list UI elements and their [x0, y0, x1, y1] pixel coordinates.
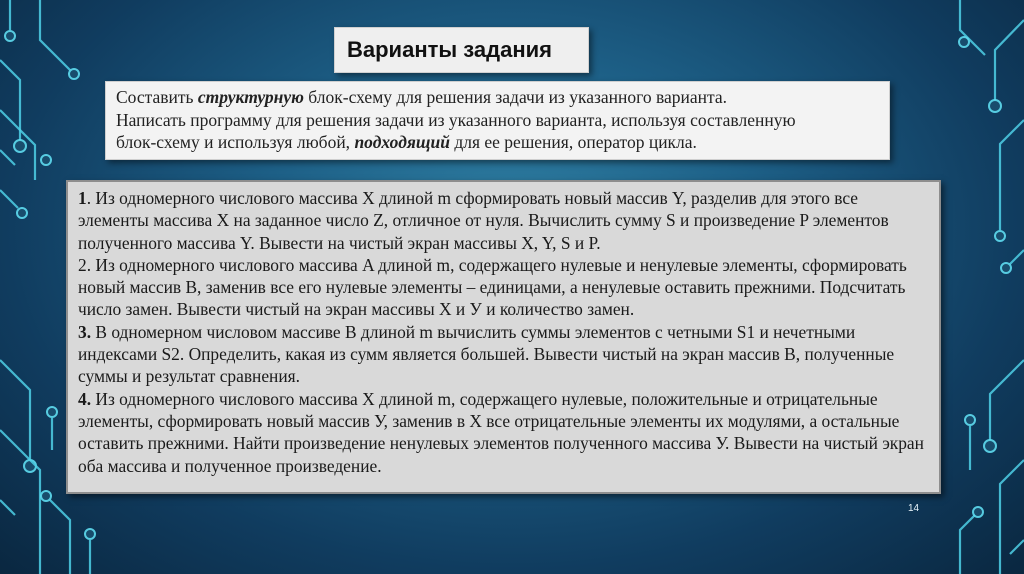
variant-item-4 — [78, 388, 929, 477]
variant-text: . Из одномерного числового массива X длиной m сформировать новый массив Y, разделив для этого все элементы массива X на заданное число Z, отличное от нуля. Вычислить сумму S и произведение P элементов полученного массива Y. Вывести на чистый экран массивы X, Y, S и P. — [78, 188, 889, 253]
variant-text: . Из одномерного числового массива A длиной m, содержащего нулевые и ненулевые элементы, сформировать новый массив B, заменив все его нулевые элементы – единицами, а ненулевые оставить прежними. Подсчитать число замен. Вывести чистый на экран массивы X и У и количество замен. — [78, 254, 907, 320]
task-emphasis-suitable: подходящий — [354, 132, 450, 152]
variant-number: 2 — [78, 254, 87, 275]
variant-number: 1 — [78, 188, 87, 208]
task-line-1-post: блок-схему для решения задачи из указанного варианта. — [303, 87, 728, 107]
variant-text: В одномерном числовом массиве B длиной m вычислить суммы элементов с четными S1 и нечетными индексами S2. Определить, какая из сумм является большей. Вывести чистый на экран массив B, полученные суммы и результат сравнения. — [78, 321, 895, 387]
task-line-3-post: для ее решения, оператор цикла. — [449, 132, 697, 152]
variant-number: 4. — [78, 388, 92, 409]
variant-item-2 — [78, 254, 929, 321]
page-number: 14 — [908, 503, 920, 514]
task-emphasis-structural: структурную — [197, 87, 304, 107]
task-instructions — [105, 81, 890, 160]
variant-item-3 — [78, 321, 929, 388]
task-line-1 — [116, 86, 879, 109]
task-line-1-pre: Составить — [116, 87, 198, 107]
slide-title: Варианты задания — [347, 37, 553, 62]
task-line-3 — [116, 131, 879, 154]
variant-text: Из одномерного числового массива X длиной m, содержащего нулевые, положительные и отрицательные элементы, сформировать новый массив У, заменив в X все отрицательные элементы их модулями, а остальные оставить прежними. Найти произведение ненулевых элементов полученного массива У. Вывести на чистый экран оба массива и полученное произведение. — [78, 388, 924, 476]
task-line-3-pre: блок-схему и используя любой, — [116, 132, 355, 152]
variant-item-1 — [78, 187, 929, 254]
variant-number: 3. — [78, 321, 92, 342]
task-line-2: Написать программу для решения задачи из указанного варианта, используя составленную — [116, 109, 796, 130]
variants-list — [66, 180, 941, 494]
slide-title-box — [334, 27, 589, 73]
